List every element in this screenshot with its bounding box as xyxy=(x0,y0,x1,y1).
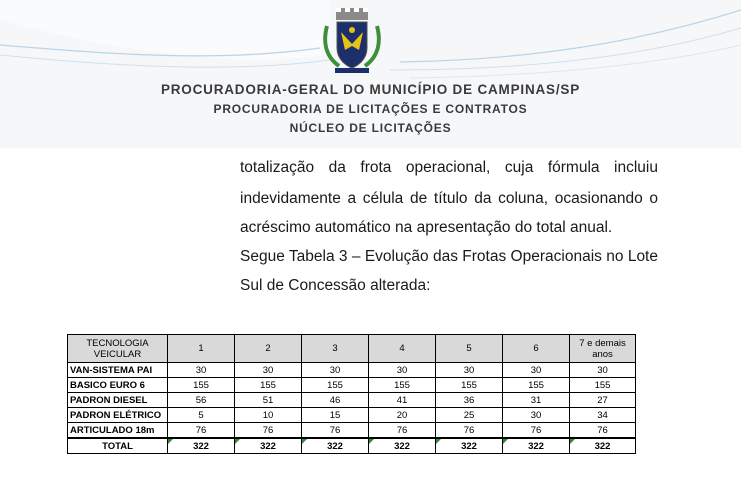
table-cell: 322 xyxy=(302,438,369,454)
header-subtitle-department: PROCURADORIA DE LICITAÇÕES E CONTRATOS xyxy=(213,102,528,116)
table-cell: 155 xyxy=(235,378,302,393)
fleet-evolution-table xyxy=(67,334,636,454)
table-cell: 20 xyxy=(369,408,436,423)
table-cell: 46 xyxy=(302,393,369,408)
paragraph-line: acréscimo automático na apresentação do total anual. xyxy=(240,219,613,236)
letterhead xyxy=(0,0,741,148)
table-total-row xyxy=(68,438,636,454)
coat-of-arms-logo xyxy=(321,6,383,76)
table-cell: 10 xyxy=(235,408,302,423)
table-cell: 322 xyxy=(570,438,636,454)
table-cell: 30 xyxy=(503,363,570,378)
table-cell: 41 xyxy=(369,393,436,408)
table-cell: 30 xyxy=(503,408,570,423)
row-label: BASICO EURO 6 xyxy=(68,378,168,393)
table-cell: 5 xyxy=(168,408,235,423)
row-label: VAN-SISTEMA PAI xyxy=(68,363,168,378)
table-cell: 322 xyxy=(235,438,302,454)
row-label: TOTAL xyxy=(68,438,168,454)
table-cell: 76 xyxy=(302,423,369,439)
table-cell: 155 xyxy=(436,378,503,393)
table-cell: 51 xyxy=(235,393,302,408)
row-label: PADRON ELÉTRICO xyxy=(68,408,168,423)
table-cell: 322 xyxy=(436,438,503,454)
table-header-row xyxy=(68,335,636,363)
header-subtitle-nucleus: NÚCLEO DE LICITAÇÕES xyxy=(289,121,452,135)
table-row xyxy=(68,393,636,408)
table-cell: 25 xyxy=(436,408,503,423)
table-cell: 30 xyxy=(436,363,503,378)
table-cell: 15 xyxy=(302,408,369,423)
table-cell: 30 xyxy=(302,363,369,378)
table-cell: 155 xyxy=(168,378,235,393)
table-row xyxy=(68,378,636,393)
table-cell: 56 xyxy=(168,393,235,408)
table-row xyxy=(68,408,636,423)
table-cell: 36 xyxy=(436,393,503,408)
table-cell: 155 xyxy=(570,378,636,393)
table-cell: 322 xyxy=(369,438,436,454)
table-cell: 31 xyxy=(503,393,570,408)
column-header: 5 xyxy=(436,335,503,363)
header-title-municipality: PROCURADORIA-GERAL DO MUNICÍPIO DE CAMPINAS/SP xyxy=(160,82,581,97)
table-cell: 76 xyxy=(570,423,636,439)
table-cell: 34 xyxy=(570,408,636,423)
table-cell: 322 xyxy=(503,438,570,454)
column-header: 7 e demais anos xyxy=(570,335,636,363)
paragraph-line: Segue Tabela 3 – Evolução das Frotas Operacionais no Lote xyxy=(240,248,658,265)
table-cell: 76 xyxy=(436,423,503,439)
paragraph-line: Sul de Concessão alterada: xyxy=(240,277,431,294)
column-header: 3 xyxy=(302,335,369,363)
table-cell: 322 xyxy=(168,438,235,454)
table-row xyxy=(68,363,636,378)
column-header: 2 xyxy=(235,335,302,363)
table-cell: 30 xyxy=(235,363,302,378)
paragraph-line: indevidamente a célula de título da coluna, ocasionando o xyxy=(240,190,658,207)
table-cell: 30 xyxy=(168,363,235,378)
table-cell: 76 xyxy=(369,423,436,439)
table-cell: 30 xyxy=(570,363,636,378)
row-label: PADRON DIESEL xyxy=(68,393,168,408)
table-cell: 155 xyxy=(302,378,369,393)
table-cell: 76 xyxy=(503,423,570,439)
table-cell: 76 xyxy=(168,423,235,439)
table-cell: 155 xyxy=(503,378,570,393)
table-row xyxy=(68,423,636,439)
column-header: 4 xyxy=(369,335,436,363)
column-header: 1 xyxy=(168,335,235,363)
column-header: 6 xyxy=(503,335,570,363)
column-header: TECNOLOGIA VEICULAR xyxy=(68,335,168,363)
paragraph-line: totalização da frota operacional, cuja fórmula incluiu xyxy=(240,159,658,176)
table-cell: 155 xyxy=(369,378,436,393)
row-label: ARTICULADO 18m xyxy=(68,423,168,439)
table-cell: 76 xyxy=(235,423,302,439)
table-cell: 27 xyxy=(570,393,636,408)
table-cell: 30 xyxy=(369,363,436,378)
